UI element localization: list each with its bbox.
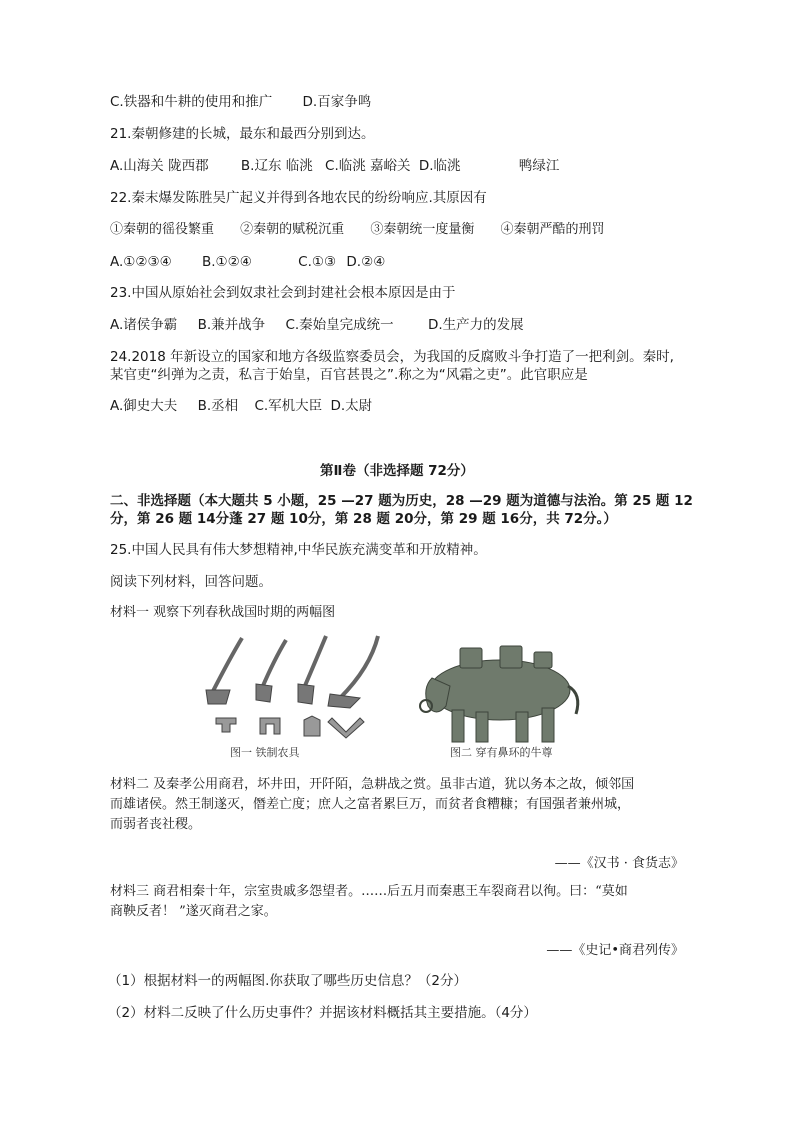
material2-line1: 材料二 及秦孝公用商君，坏井田，开阡陌，急耕战之赏。虽非古道，犹以务本之故，倾邻国 — [110, 777, 635, 792]
material1-label: 材料一 观察下列春秋战国时期的两幅图 — [110, 605, 336, 620]
q25-sub1: （1）根据材料一的两幅图.你获取了哪些历史信息？（2分） — [108, 973, 467, 989]
q22-stem: 22.秦末爆发陈胜吴广起义并得到各地农民的纷纷响应.其原因有 — [110, 190, 487, 206]
q24-line1: 24.2018 年新设立的国家和地方各级监察委员会，为我国的反腐败斗争打造了一把利剑。秦时, — [110, 349, 674, 365]
fig1-caption: 图一 铁制农具 — [230, 746, 300, 759]
q22-option-b: B.①②④ — [202, 254, 252, 270]
material2-source: ——《汉书 · 食货志》 — [554, 856, 684, 871]
q23-option-c: C.秦始皇完成统一 — [285, 317, 394, 333]
q22-option-c: C.①③ — [298, 254, 337, 270]
q22-items — [110, 221, 604, 239]
q24-option-b: B.丞相 — [197, 398, 239, 414]
q22-item-2: ②秦朝的赋税沉重 — [240, 222, 345, 237]
q20-options-line — [110, 93, 371, 111]
q25-instruction: 阅读下列材料，回答问题。 — [110, 574, 272, 590]
q25-sub2: （2）材料二反映了什么历史事件？并据该材料概括其主要措施。（4分） — [108, 1005, 537, 1021]
q21-option-b: B.辽东 临洮 — [240, 158, 313, 174]
q22-item-3: ③秦朝统一度量衡 — [370, 222, 475, 237]
iron-tools-illustration — [206, 636, 378, 738]
q21-stem: 21.秦朝修建的长城，最东和最西分别到达。 — [110, 126, 375, 142]
q21-option-d: D.临洮 — [418, 158, 461, 174]
q22-item-1: ①秦朝的徭役繁重 — [110, 222, 215, 237]
material3-source: ——《史记•商君列传》 — [546, 943, 684, 958]
q21-option-d-cont: 鸭绿江 — [518, 158, 560, 174]
q23-option-a: A.诸侯争霸 — [110, 317, 178, 333]
q24-line2: 某官吏“纠弹为之责，私言于始皇，百官甚畏之”.称之为“风霜之吏”。此官职应是 — [110, 367, 588, 383]
q21-option-a: A.山海关 陇西郡 — [110, 158, 209, 174]
q21-option-c: C.临洮 嘉峪关 — [325, 158, 411, 174]
q24-option-d: D.太尉 — [330, 398, 373, 414]
part2-line1: 二、非选择题（本大题共 5 小题，25 —27 题为历史，28 —29 题为道德与法治。第 25 题 12 — [110, 493, 693, 509]
material2-line2: 而雄诸侯。然王制遂灭，僭差亡度；庶人之富者累巨万，而贫者食糟糠；有国强者兼州城， — [110, 797, 631, 812]
q23-option-b: B.兼并战争 — [197, 317, 266, 333]
q23-stem: 23.中国从原始社会到奴隶社会到封建社会根本原因是由于 — [110, 285, 456, 301]
material1-figure — [200, 628, 600, 763]
q24-option-a: A.御史大夫 — [110, 398, 178, 414]
q20-option-d: D.百家争鸣 — [302, 94, 372, 110]
q25-stem: 25.中国人民具有伟大梦想精神,中华民族充满变革和开放精神。 — [110, 542, 487, 558]
part2-line2: 分，第 26 题 14分蓬 27 题 10分，第 28 题 20分，第 29 题 16分，共 72分。） — [110, 511, 617, 527]
material2-line3: 而弱者丧社稷。 — [110, 817, 202, 832]
q24-option-c: C.军机大臣 — [254, 398, 323, 414]
q20-option-c: C.铁器和牛耕的使用和推广 — [110, 94, 273, 110]
material3-line2: 商鞅反者！ ”遂灭商君之家。 — [110, 904, 277, 919]
q23-option-d: D.生产力的发展 — [427, 317, 524, 333]
q22-option-d: D.②④ — [346, 254, 386, 270]
q22-option-a: A.①②③④ — [110, 254, 172, 270]
q24-options-line — [110, 397, 372, 415]
q22-options-line — [110, 253, 385, 271]
q23-options-line — [110, 316, 524, 334]
q22-item-4: ④秦朝严酷的刑罚 — [500, 222, 605, 237]
q21-options-line — [110, 157, 559, 175]
part2-title: 第Ⅱ卷（非选择题 72分） — [320, 463, 474, 479]
bronze-ox-illustration — [420, 646, 578, 742]
material3-line1: 材料三 商君相秦十年，宗室贵戚多怨望者。……后五月而秦惠王车裂商君以徇。曰：“莫如 — [110, 884, 628, 899]
fig2-caption: 图二 穿有鼻环的牛尊 — [450, 746, 553, 759]
